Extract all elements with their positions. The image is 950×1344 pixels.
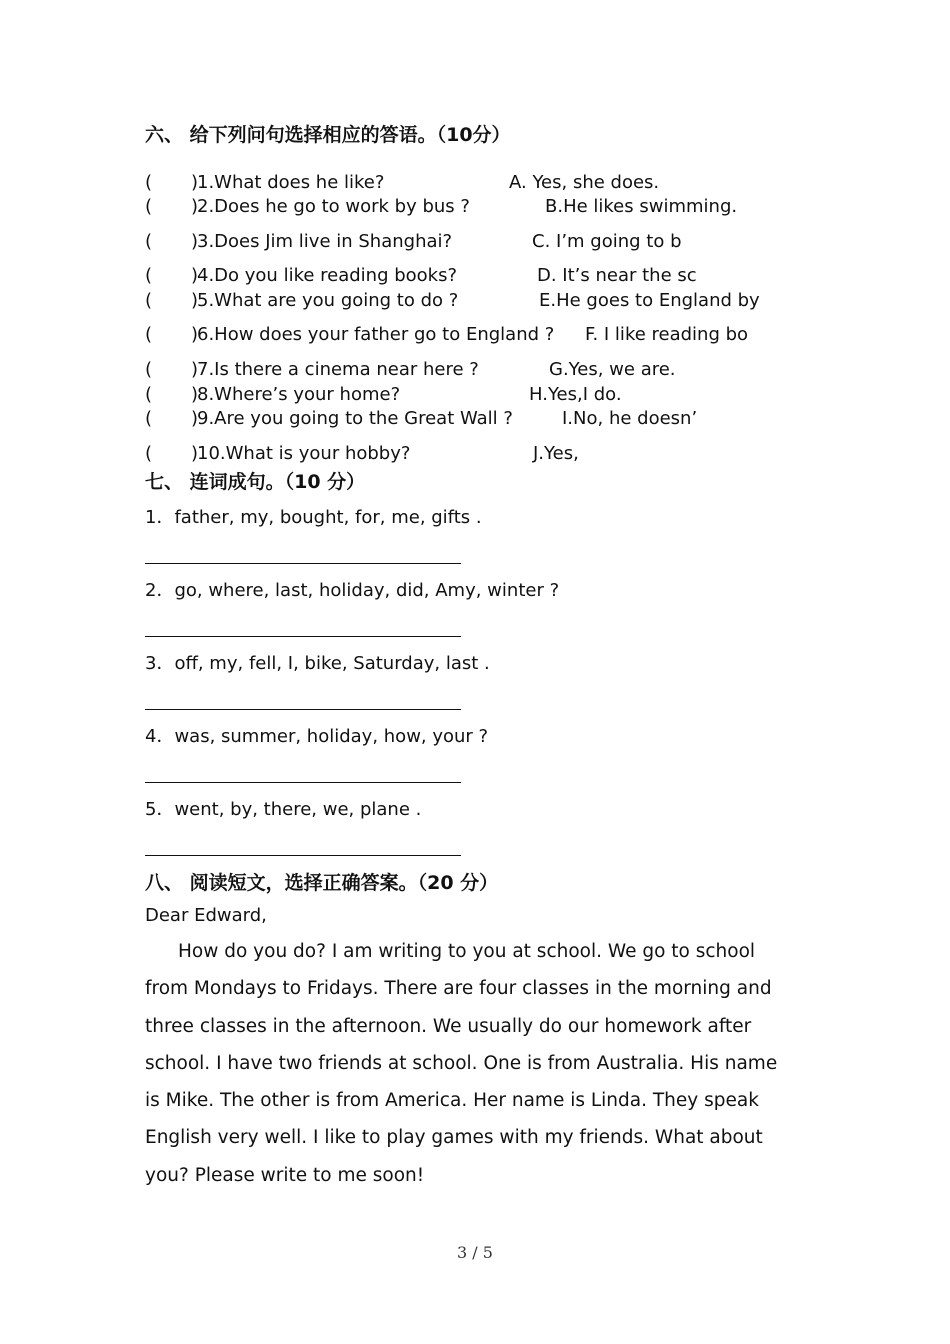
sentence-prompt: 1．father, my, bought, for, me, gifts . xyxy=(145,507,482,528)
sentence-prompt: 3．off, my, fell, I, bike, Saturday, last . xyxy=(145,653,490,674)
matching-item xyxy=(145,359,845,383)
answer-line xyxy=(145,709,461,710)
matching-item xyxy=(145,324,845,348)
answer-blank-open: ( xyxy=(145,443,153,464)
answer-blank-close: ) xyxy=(191,359,199,380)
answer-blank-open: ( xyxy=(145,324,153,345)
reading-passage xyxy=(145,933,825,1194)
matching-item xyxy=(145,196,845,220)
answer-blank-open: ( xyxy=(145,408,153,429)
question-text: 10.What is your hobby? xyxy=(197,443,411,464)
section-7-heading: 七、 连词成句。（10 分） xyxy=(145,471,366,493)
matching-item xyxy=(145,408,845,432)
matching-item xyxy=(145,443,845,467)
passage-line: from Mondays to Fridays. There are four classes in the morning and xyxy=(145,978,772,1000)
answer-blank-open: ( xyxy=(145,172,153,193)
answer-line xyxy=(145,782,461,783)
matching-item xyxy=(145,231,845,255)
question-text: 1.What does he like? xyxy=(197,172,385,193)
answer-option: H.Yes,I do. xyxy=(529,384,622,405)
answer-blank-close: ) xyxy=(191,172,199,193)
section-8-heading: 八、 阅读短文，选择正确答案。（20 分） xyxy=(145,872,499,894)
answer-blank-close: ) xyxy=(191,290,199,311)
question-text: 7.Is there a cinema near here ? xyxy=(197,359,479,380)
passage-line: school. I have two friends at school. One is from Australia. His name xyxy=(145,1052,778,1074)
answer-blank-close: ) xyxy=(191,324,199,345)
passage-line: English very well. I like to play games with my friends. What about xyxy=(145,1127,763,1149)
question-text: 6.How does your father go to England ? xyxy=(197,324,555,345)
answer-option: C. I’m going to b xyxy=(532,231,682,252)
page-number: 3 / 5 xyxy=(457,1243,493,1262)
question-text: 4.Do you like reading books? xyxy=(197,265,458,286)
answer-option: G.Yes, we are. xyxy=(549,359,676,380)
answer-option: A. Yes, she does. xyxy=(509,172,660,193)
passage-line: How do you do? I am writing to you at school. We go to school xyxy=(178,941,756,962)
answer-option: E.He goes to England by xyxy=(539,290,760,311)
answer-line xyxy=(145,636,461,637)
answer-option: I.No, he doesn’ xyxy=(562,408,698,429)
matching-item xyxy=(145,290,845,314)
question-text: 2.Does he go to work by bus ? xyxy=(197,196,470,217)
answer-blank-close: ) xyxy=(191,443,199,464)
matching-item xyxy=(145,265,845,289)
answer-option: J.Yes, xyxy=(533,443,579,464)
letter-greeting: Dear Edward, xyxy=(145,905,267,926)
passage-line: three classes in the afternoon. We usually do our homework after xyxy=(145,1015,752,1037)
answer-option: B.He likes swimming. xyxy=(545,196,738,217)
answer-blank-close: ) xyxy=(191,384,199,405)
answer-blank-close: ) xyxy=(191,196,199,217)
answer-blank-open: ( xyxy=(145,265,153,286)
answer-line xyxy=(145,563,461,564)
answer-blank-close: ) xyxy=(191,231,199,252)
answer-option: D. It’s near the sc xyxy=(537,265,697,286)
sentence-prompt: 2．go, where, last, holiday, did, Amy, winter ? xyxy=(145,580,560,601)
answer-blank-open: ( xyxy=(145,290,153,311)
question-text: 8.Where’s your home? xyxy=(197,384,401,405)
passage-line: you? Please write to me soon! xyxy=(145,1164,425,1186)
answer-blank-close: ) xyxy=(191,408,199,429)
answer-blank-open: ( xyxy=(145,384,153,405)
question-text: 9.Are you going to the Great Wall ? xyxy=(197,408,513,429)
sentence-prompt: 4．was, summer, holiday, how, your ? xyxy=(145,726,489,747)
answer-line xyxy=(145,855,461,856)
matching-item xyxy=(145,384,845,408)
answer-blank-open: ( xyxy=(145,359,153,380)
answer-blank-close: ) xyxy=(191,265,199,286)
question-text: 5.What are you going to do ? xyxy=(197,290,459,311)
answer-blank-open: ( xyxy=(145,231,153,252)
section-6-heading: 六、 给下列问句选择相应的答语。（10分） xyxy=(145,124,511,146)
answer-option: F. I like reading bo xyxy=(585,324,749,345)
question-text: 3.Does Jim live in Shanghai? xyxy=(197,231,453,252)
sentence-prompt: 5．went, by, there, we, plane . xyxy=(145,799,422,820)
answer-blank-open: ( xyxy=(145,196,153,217)
matching-item xyxy=(145,172,845,196)
passage-line: is Mike. The other is from America. Her name is Linda. They speak xyxy=(145,1090,759,1112)
